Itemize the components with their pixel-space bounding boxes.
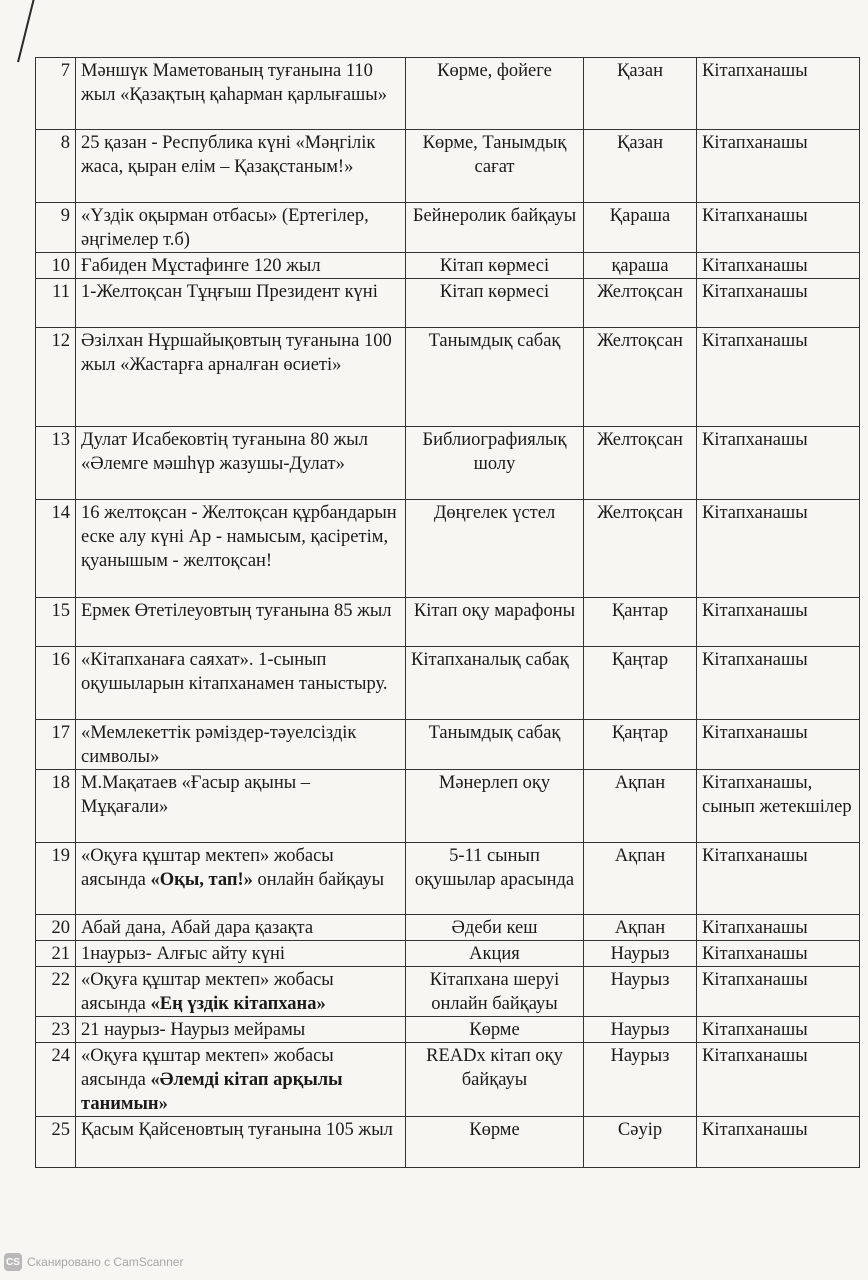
table-row xyxy=(36,941,860,967)
table-row xyxy=(36,915,860,941)
camscanner-logo-icon: CS xyxy=(4,1253,22,1271)
row-number: 15 xyxy=(36,598,76,647)
event-month: Желтоқсан xyxy=(584,427,697,500)
table-row xyxy=(36,770,860,843)
table-row xyxy=(36,500,860,598)
title-text: «Оқуға құштар мектеп» жобасы аясында xyxy=(81,1046,334,1090)
event-month: Қаңтар xyxy=(584,720,697,770)
row-number: 21 xyxy=(36,941,76,967)
row-number: 8 xyxy=(36,130,76,203)
event-responsible: Кітапханашы xyxy=(697,203,860,253)
event-responsible: Кітапханашы xyxy=(697,1117,860,1168)
event-responsible: Кітапханашы xyxy=(697,1043,860,1117)
event-title: «Үздік оқырман отбасы» (Ертегілер, әңгімелер т.б) xyxy=(76,203,406,253)
row-number: 13 xyxy=(36,427,76,500)
event-month: Наурыз xyxy=(584,967,697,1017)
event-month: Қантар xyxy=(584,598,697,647)
event-month: Сәуір xyxy=(584,1117,697,1168)
event-title: М.Мақатаев «Ғасыр ақыны – Мұқағали» xyxy=(76,770,406,843)
event-title: «Мемлекеттік рәміздер-тәуелсіздік символы» xyxy=(76,720,406,770)
event-form: Кітапхана шеруі онлайн байқауы xyxy=(406,967,584,1017)
event-responsible: Кітапханашы, сынып жетекшілер xyxy=(697,770,860,843)
event-responsible: Кітапханашы xyxy=(697,967,860,1017)
row-number: 10 xyxy=(36,253,76,279)
title-text: «Оқуға құштар мектеп» жобасы аясында xyxy=(81,846,334,890)
event-form: 5-11 сынып оқушылар арасында xyxy=(406,843,584,915)
table-row xyxy=(36,720,860,770)
event-responsible: Кітапханашы xyxy=(697,427,860,500)
table-row xyxy=(36,1017,860,1043)
event-form: READx кітап оқу байқауы xyxy=(406,1043,584,1117)
event-responsible: Кітапханашы xyxy=(697,915,860,941)
event-form: Кітап көрмесі xyxy=(406,253,584,279)
watermark-text: Сканировано с CamScanner xyxy=(27,1255,184,1269)
title-text: онлайн байқауы xyxy=(257,870,385,890)
title-emphasis: «Әлемді кітап арқылы танимын» xyxy=(81,1070,343,1114)
event-title: Ғабиден Мұстафинге 120 жыл xyxy=(76,253,406,279)
title-emphasis: «Оқы, тап!» xyxy=(150,870,253,890)
event-title xyxy=(76,967,406,1017)
event-form: Көрме, фойеге xyxy=(406,58,584,130)
event-title: Абай дана, Абай дара қазақта xyxy=(76,915,406,941)
event-month: Ақпан xyxy=(584,770,697,843)
event-month: Наурыз xyxy=(584,1043,697,1117)
event-form: Көрме, Танымдық сағат xyxy=(406,130,584,203)
row-number: 17 xyxy=(36,720,76,770)
title-emphasis: «Ең үздік кітапхана» xyxy=(150,994,326,1014)
event-form: Бейнеролик байқауы xyxy=(406,203,584,253)
event-form: Көрме xyxy=(406,1017,584,1043)
event-month: Желтоқсан xyxy=(584,500,697,598)
event-month: Желтоқсан xyxy=(584,328,697,427)
event-form: Көрме xyxy=(406,1117,584,1168)
event-form: Мәнерлеп оқу xyxy=(406,770,584,843)
event-title: 1наурыз- Алғыс айту күні xyxy=(76,941,406,967)
event-month: Наурыз xyxy=(584,941,697,967)
row-number: 25 xyxy=(36,1117,76,1168)
event-responsible: Кітапханашы xyxy=(697,500,860,598)
row-number: 7 xyxy=(36,58,76,130)
event-month: Қазан xyxy=(584,130,697,203)
row-number: 23 xyxy=(36,1017,76,1043)
event-responsible: Кітапханашы xyxy=(697,941,860,967)
event-title: Дулат Исабековтің туғанына 80 жыл «Әлемге мәшһүр жазушы-Дулат» xyxy=(76,427,406,500)
event-responsible: Кітапханашы xyxy=(697,253,860,279)
event-responsible: Кітапханашы xyxy=(697,1017,860,1043)
event-responsible: Кітапханашы xyxy=(697,58,860,130)
event-month: Ақпан xyxy=(584,915,697,941)
event-form: Танымдық сабақ xyxy=(406,328,584,427)
table-row xyxy=(36,328,860,427)
table-row xyxy=(36,1117,860,1168)
row-number: 12 xyxy=(36,328,76,427)
event-month: Наурыз xyxy=(584,1017,697,1043)
row-number: 22 xyxy=(36,967,76,1017)
event-form: Әдеби кеш xyxy=(406,915,584,941)
event-month: Ақпан xyxy=(584,843,697,915)
row-number: 16 xyxy=(36,647,76,720)
row-number: 11 xyxy=(36,279,76,328)
event-responsible: Кітапханашы xyxy=(697,843,860,915)
scanner-watermark xyxy=(4,1252,183,1272)
event-month: Қараша xyxy=(584,203,697,253)
event-month: Қазан xyxy=(584,58,697,130)
row-number: 14 xyxy=(36,500,76,598)
row-number: 18 xyxy=(36,770,76,843)
event-form: Кітап оқу марафоны xyxy=(406,598,584,647)
event-form: Дөңгелек үстел xyxy=(406,500,584,598)
title-text: «Оқуға құштар мектеп» жобасы аясында xyxy=(81,970,334,1014)
event-responsible: Кітапханашы xyxy=(697,720,860,770)
margin-line xyxy=(17,0,36,62)
event-responsible: Кітапханашы xyxy=(697,130,860,203)
row-number: 19 xyxy=(36,843,76,915)
event-title xyxy=(76,1043,406,1117)
event-title: 16 желтоқсан - Желтоқсан құрбандарын еске алу күні Ар - намысым, қасіретім, қуанышым - желтоқсан! xyxy=(76,500,406,598)
event-title: 21 наурыз- Наурыз мейрамы xyxy=(76,1017,406,1043)
event-responsible: Кітапханашы xyxy=(697,598,860,647)
table-row xyxy=(36,1043,860,1117)
event-title: Мәншүк Маметованың туғанына 110 жыл «Қазақтың қаһарман қарлығашы» xyxy=(76,58,406,130)
table-row xyxy=(36,203,860,253)
table-row xyxy=(36,967,860,1017)
table-row xyxy=(36,427,860,500)
event-title: Ермек Өтетілеуовтың туғанына 85 жыл xyxy=(76,598,406,647)
table-row xyxy=(36,843,860,915)
event-month: қараша xyxy=(584,253,697,279)
event-responsible: Кітапханашы xyxy=(697,328,860,427)
event-form: Библиографиялық шолу xyxy=(406,427,584,500)
event-month: Қаңтар xyxy=(584,647,697,720)
event-title: Қасым Қайсеновтың туғанына 105 жыл xyxy=(76,1117,406,1168)
event-form: Танымдық сабақ xyxy=(406,720,584,770)
event-title: Әзілхан Нұршайықовтың туғанына 100 жыл «Жастарға арналған өсиеті» xyxy=(76,328,406,427)
event-month: Желтоқсан xyxy=(584,279,697,328)
table-row xyxy=(36,58,860,130)
events-table xyxy=(35,57,860,1168)
event-responsible: Кітапханашы xyxy=(697,279,860,328)
table-row xyxy=(36,130,860,203)
event-form: Кітап көрмесі xyxy=(406,279,584,328)
event-form: Кітапханалық сабақ xyxy=(406,647,584,720)
table-row xyxy=(36,279,860,328)
row-number: 24 xyxy=(36,1043,76,1117)
event-title: «Кітапханаға саяхат». 1-сынып оқушыларын кітапханамен таныстыру. xyxy=(76,647,406,720)
event-form: Акция xyxy=(406,941,584,967)
event-responsible: Кітапханашы xyxy=(697,647,860,720)
table-row xyxy=(36,647,860,720)
row-number: 20 xyxy=(36,915,76,941)
event-title: 1-Желтоқсан Тұңғыш Президент күні xyxy=(76,279,406,328)
event-title: 25 қазан - Республика күні «Мәңгілік жаса, қыран елім – Қазақстаным!» xyxy=(76,130,406,203)
row-number: 9 xyxy=(36,203,76,253)
event-title xyxy=(76,843,406,915)
table-row xyxy=(36,253,860,279)
table-row xyxy=(36,598,860,647)
